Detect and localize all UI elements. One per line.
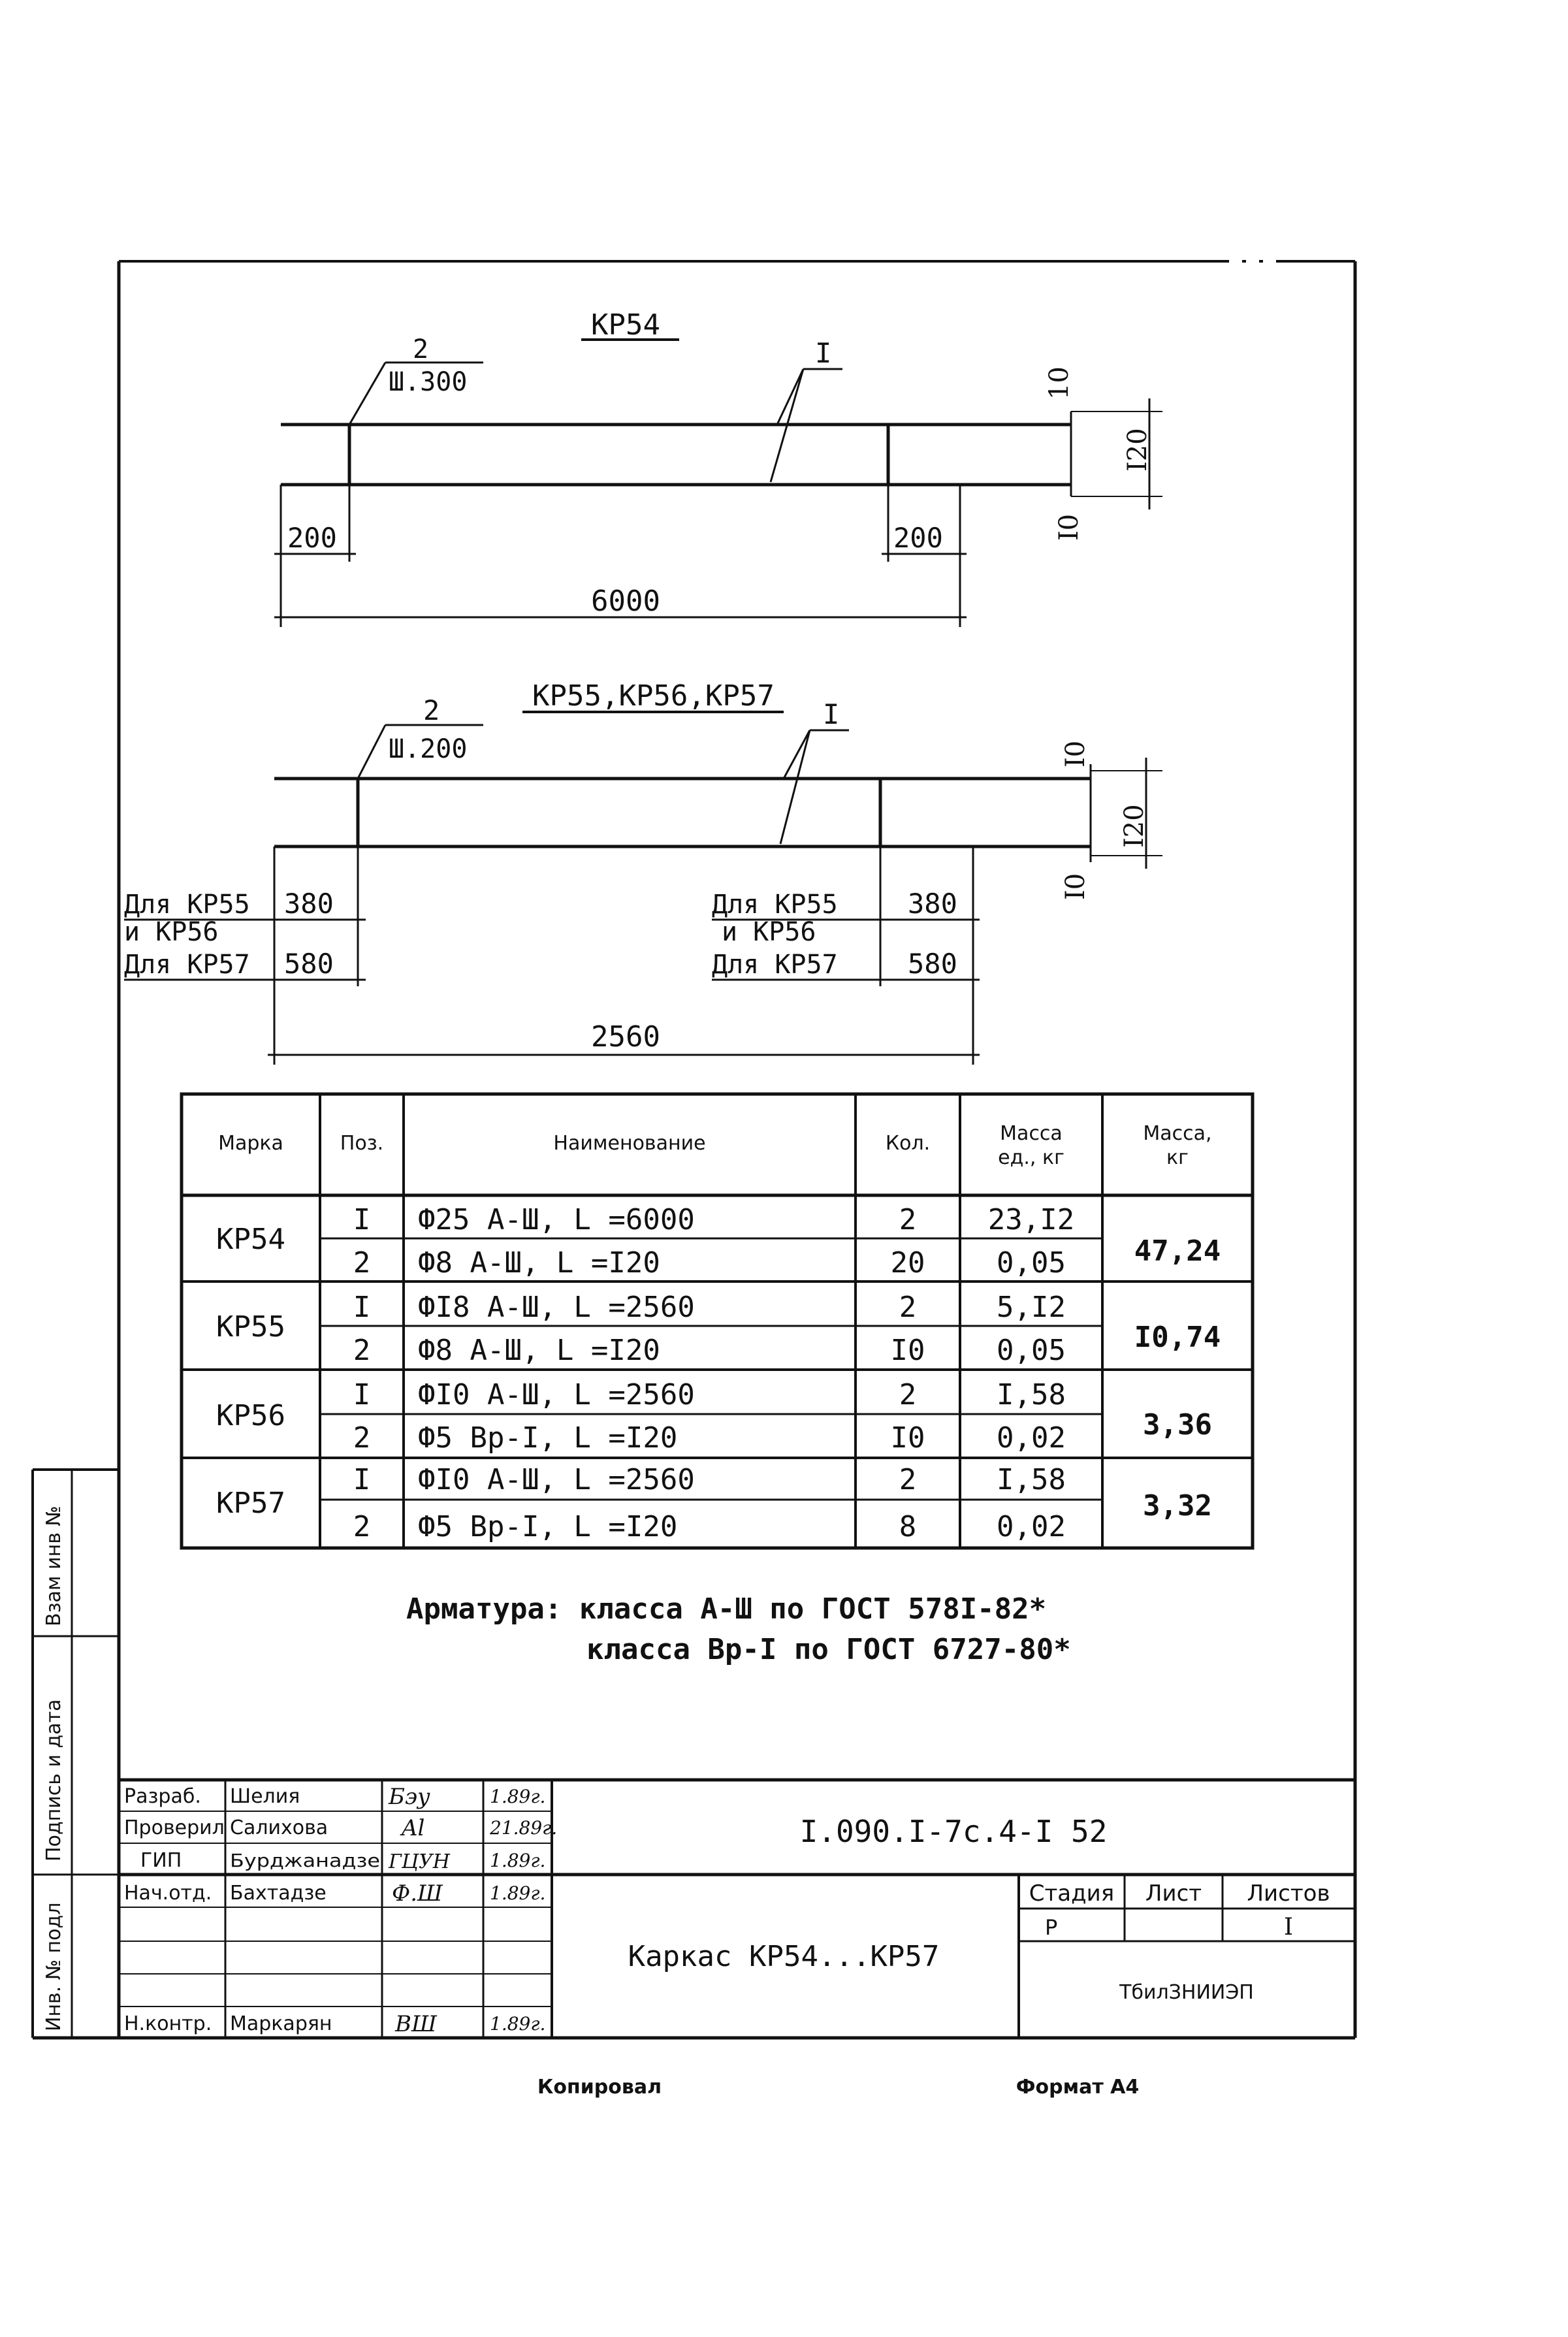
table-total: 3,32	[1143, 1489, 1212, 1523]
drawing2-left-val2: 580	[284, 948, 334, 980]
side-stamp-original-inv: Инв. № подл	[42, 1902, 65, 2031]
tb-signature: Al	[402, 1815, 425, 1841]
drawing2-right-note3: Для КР57	[712, 950, 838, 980]
table-total: I0,74	[1134, 1321, 1221, 1354]
table-cell-pos: 2	[353, 1510, 371, 1543]
table-mark: КР55	[216, 1310, 285, 1344]
table-cell-unit-mass: 0,05	[997, 1334, 1066, 1367]
tb-role: Н.контр.	[124, 2012, 212, 2035]
drawing2-right-val2: 580	[908, 948, 957, 980]
tb-role: Проверил	[124, 1816, 225, 1839]
tb-stage-value: Р	[1045, 1915, 1058, 1940]
tb-name: Шелия	[230, 1785, 300, 1808]
table-cell-name: ФI0 А-Ш, L =2560	[418, 1378, 695, 1411]
drawing2-pos2: 2	[423, 694, 440, 726]
tb-name: Маркарян	[230, 2012, 332, 2035]
spec-table	[182, 1094, 1253, 1548]
drawing-kp54	[274, 308, 1162, 627]
table-cell-qty: 2	[899, 1203, 917, 1236]
drawing1-dim-total: 6000	[591, 585, 660, 618]
drawing2-left-note2: и КР56	[124, 917, 219, 947]
table-cell-pos: I	[353, 1203, 371, 1236]
table-cell-qty: I0	[890, 1334, 925, 1367]
tb-role: Разраб.	[124, 1785, 201, 1808]
table-total: 3,36	[1143, 1408, 1212, 1442]
drawing2-left-val1: 380	[284, 888, 334, 920]
drawing2-dim-top: I0	[1061, 740, 1091, 767]
drawing1-dim-top: 10	[1044, 366, 1074, 400]
tb-signature: ГЦУН	[389, 1850, 450, 1873]
tb-name: Бахтадзе	[230, 1882, 327, 1905]
table-cell-unit-mass: 5,I2	[997, 1291, 1066, 1324]
drawing1-dim-height: I20	[1123, 428, 1153, 472]
drawing1-dim-right: 200	[893, 522, 943, 554]
tb-date: 1.89г.	[490, 1850, 546, 1871]
table-cell-name: Ф25 А-Ш, L =6000	[418, 1203, 695, 1236]
side-stamp	[33, 1470, 119, 2038]
tb-role: ГИП	[140, 1849, 182, 1872]
tb-date: 1.89г.	[490, 1786, 546, 1807]
note-line-1: Арматура: класса А-Ш по ГОСТ 578I-82*	[406, 1592, 1047, 1626]
tb-stage-label: Стадия	[1029, 1880, 1115, 1907]
drawing1-pos1: I	[815, 337, 832, 369]
table-cell-unit-mass: I,58	[997, 1378, 1066, 1411]
drawing2-dim-height: I20	[1119, 804, 1149, 848]
drawing1-pos2: 2	[413, 334, 429, 364]
table-cell-pos: 2	[353, 1246, 371, 1280]
table-cell-name: Ф8 А-Ш, L =I20	[418, 1334, 660, 1367]
drawing2-right-note2: и КР56	[722, 917, 816, 947]
header-mass-2: кг	[1166, 1146, 1189, 1169]
tb-org: ТбилЗНИИЭП	[1119, 1981, 1254, 2004]
tb-signature: Бэу	[389, 1784, 430, 1810]
header-unit-mass-1: Масса	[1000, 1122, 1063, 1145]
header-mass-1: Масса,	[1143, 1122, 1212, 1145]
tb-date: 1.89г.	[490, 2013, 546, 2035]
drawing2-pos1: I	[823, 698, 840, 730]
table-cell-name: Ф5 Вр-I, L =I20	[418, 1510, 678, 1543]
drawing2-dim-bottom: I0	[1061, 873, 1091, 900]
tb-name: Бурджанадзе	[230, 1850, 380, 1871]
header-mark: Марка	[218, 1132, 283, 1155]
table-cell-name: ФI8 А-Ш, L =2560	[418, 1291, 695, 1324]
table-cell-unit-mass: 0,02	[997, 1421, 1066, 1455]
table-cell-qty: 8	[899, 1510, 917, 1543]
tb-sheet-label: Лист	[1145, 1880, 1202, 1907]
table-cell-pos: I	[353, 1463, 371, 1496]
table-cell-unit-mass: 0,02	[997, 1510, 1066, 1543]
table-cell-qty: 2	[899, 1291, 917, 1324]
table-mark: КР56	[216, 1399, 285, 1432]
header-qty: Кол.	[885, 1132, 931, 1155]
table-cell-name: ФI0 А-Ш, L =2560	[418, 1463, 695, 1496]
table-cell-unit-mass: I,58	[997, 1463, 1066, 1496]
drawing1-dim-left: 200	[287, 522, 337, 554]
tb-sheets-label: Листов	[1247, 1880, 1330, 1907]
tb-drawing-title: Каркас КР54...КР57	[628, 1940, 940, 1973]
table-cell-pos: 2	[353, 1334, 371, 1367]
side-stamp-signature-date: Подпись и дата	[42, 1699, 65, 1862]
table-cell-pos: 2	[353, 1421, 371, 1455]
table-cell-pos: I	[353, 1291, 371, 1324]
table-cell-qty: 2	[899, 1463, 917, 1496]
table-cell-name: Ф8 А-Ш, L =I20	[418, 1246, 660, 1280]
table-mark: КР57	[216, 1487, 285, 1520]
table-total: 47,24	[1134, 1234, 1221, 1268]
drawing2-pos2-step: Ш.200	[389, 734, 468, 764]
drawing2-dim-total: 2560	[591, 1020, 660, 1054]
footer-copied: Копировал	[537, 2076, 662, 2099]
tb-role: Нач.отд.	[124, 1882, 212, 1905]
drawing-kp55-57	[124, 679, 1162, 1065]
drawing2-left-note3: Для КР57	[124, 950, 250, 980]
drawing2-left-note1: Для КР55	[124, 890, 250, 920]
tb-date: 1.89г.	[490, 1882, 546, 1904]
table-cell-pos: I	[353, 1378, 371, 1411]
drawing2-right-val1: 380	[908, 888, 957, 920]
table-cell-qty: I0	[890, 1421, 925, 1455]
footer-format: Формат А4	[1016, 2076, 1140, 2099]
drawing2-right-note1: Для КР55	[712, 890, 838, 920]
table-cell-unit-mass: 0,05	[997, 1246, 1066, 1280]
title-block	[119, 1780, 1355, 2038]
table-cell-name: Ф5 Вр-I, L =I20	[418, 1421, 678, 1455]
tb-code: I.090.I-7с.4-I 52	[799, 1814, 1108, 1849]
table-cell-qty: 20	[890, 1246, 925, 1280]
tb-sheets-value: I	[1283, 1914, 1294, 1941]
tb-signature: ВШ	[395, 2011, 437, 2037]
note-line-2: класса Вр-I по ГОСТ 6727-80*	[586, 1633, 1071, 1666]
tb-signature: Ф.Ш	[392, 1880, 443, 1907]
table-mark: КР54	[216, 1223, 285, 1256]
drawing2-title: КР55,КР56,КР57	[532, 679, 775, 713]
table-cell-unit-mass: 23,I2	[987, 1203, 1075, 1236]
tb-name: Салихова	[230, 1816, 328, 1839]
header-unit-mass-2: ед., кг	[998, 1146, 1064, 1169]
table-cell-qty: 2	[899, 1378, 917, 1411]
header-name: Наименование	[553, 1132, 706, 1155]
side-stamp-replace-inv: Взам инв №	[42, 1506, 65, 1626]
drawing1-pos2-step: Ш.300	[389, 367, 468, 397]
drawing1-dim-bottom: I0	[1054, 513, 1084, 541]
drawing1-title: КР54	[591, 308, 660, 342]
header-pos: Поз.	[340, 1132, 384, 1155]
tb-date: 21.89г.	[490, 1817, 558, 1839]
